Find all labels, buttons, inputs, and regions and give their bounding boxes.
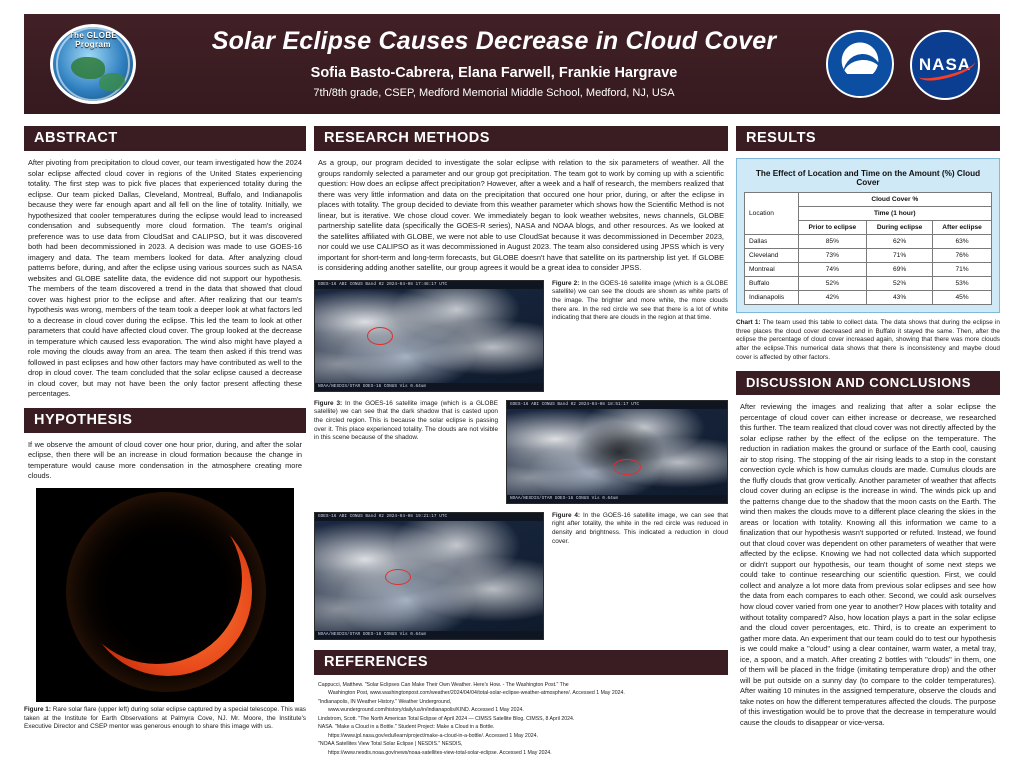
table-row: [745, 277, 992, 291]
reference-item: Lindstrom, Scott. "The North American Total Eclipse of April 2024 — CIMSS Satellite Blog. CIMSS, 8 April 2024.: [318, 715, 575, 722]
table-cell: 53%: [933, 277, 992, 291]
abstract-text: [24, 158, 306, 400]
section-header-research-methods: RESEARCH METHODS: [314, 126, 728, 151]
reference-item: NASA. "Make a Cloud in a Bottle." Student Project: Make a Cloud in a Bottle.: [318, 724, 495, 731]
reference-item: www.wunderground.com/history/daily/us/in/indianapolis/KIND. Accessed 1 May 2024.: [328, 707, 524, 714]
figure-2-row: [314, 280, 728, 392]
poster-affiliation: 7th/8th grade, CSEP, Medford Memorial Middle School, Medford, NJ, USA: [313, 86, 675, 99]
results-table-wrapper: [736, 158, 1000, 313]
discussion-text: [736, 402, 1000, 728]
figure-3-region-marker: [613, 459, 641, 475]
abstract-paragraph: After pivoting from precipitation to cloud cover, our team investigated how the 2024 solar eclipse affected cloud cover in regions of the United States experiencing totality. The first step was to pick five places that experienced totality during the eclipse. Our team picked Dallas, Cleveland, Montreal, Buffalo, and Indianapolis because they were far enough apart and all fell on the line of totality. Initially, we hypothesized that cooler temperatures during the eclipse would lead to increased condensation and subsequently more cloud formation. The team's original preference was to use data from CloudSat and CALIPSO, but it was discovered both had been decommissioned in 2023. A decision was made to use GOES-16 imagery and data. The team members looked for data. After analyzing cloud patterns before, during, and after the eclipse using various sources such as NASA websites and GLOBE satellite data, the evidence did not support our hypothesis. The members of the team discovered a trend in the data that showed that cloud cover was highest prior to the eclipse and after. After realizing that our team's hypothesis was wrong, members of the team took a deeper look at what factors led to a decrease in cloud cover during the eclipse. This led the team to look at other parameters that could have affected cloud cover. The group looked at the decrease in temperature which caused less evaporation. The wind also might have played a role moving the clouds away from an area. The team then asked if this trend was followed in past eclipses and how other factors may have contributed as well to the drop in cloud cover. The team concluded that the solar eclipse caused a decrease in cloud cover, but may not have been the only factor present affecting these percentages.: [28, 158, 302, 399]
figure-3-caption: [314, 400, 498, 443]
chart-1-label: Chart 1:: [736, 319, 761, 326]
reference-item: Cappucci, Matthew. "Solar Eclipses Can Make Their Own Weather. Here's How. - The Washington Post." The: [318, 681, 569, 688]
table-cell: 45%: [933, 291, 992, 305]
table-cell: 42%: [798, 291, 867, 305]
results-table-col-header: During eclipse: [867, 221, 933, 235]
table-cell: 62%: [867, 235, 933, 249]
reference-item: https://www.nesdis.noaa.gov/news/noaa-satellites-view-total-solar-eclipse. Accessed 1 May 2024.: [328, 749, 552, 756]
figure-4-label: Figure 4:: [552, 511, 581, 519]
chart-1-caption-text: The team used this table to collect data. The data shows that during the eclipse in three places the cloud cover decreased and in Buffalo it stayed the same. Then, after the eclipse the percentage of cloud cover increased again, showing that there was more clouds after the eclipse.This numerical data shows that there is inconsistency and maybe cloud cover is affected by other factors.: [736, 319, 1000, 361]
section-header-abstract: ABSTRACT: [24, 126, 306, 151]
figure-2-region-marker: [367, 327, 393, 345]
figure-2-label: Figure 2:: [552, 279, 580, 287]
table-cell: 85%: [798, 235, 867, 249]
table-cell: 71%: [933, 263, 992, 277]
table-cell: 74%: [798, 263, 867, 277]
figure-4-row: [314, 512, 728, 640]
left-column: [24, 126, 306, 732]
poster-authors: Sofia Basto-Cabrera, Elana Farwell, Frankie Hargrave: [310, 64, 678, 81]
results-table: [744, 166, 992, 305]
results-table-col-header: Prior to eclipse: [798, 221, 867, 235]
table-cell: 52%: [867, 277, 933, 291]
hypothesis-text: [24, 440, 306, 482]
nasa-logo-text: NASA: [918, 55, 972, 74]
table-row-location: Buffalo: [745, 277, 799, 291]
figure-2-caption: [552, 280, 728, 323]
table-row: [745, 263, 992, 277]
globe-logo-text: The GLOBE Program: [68, 31, 118, 49]
figure-3-bottom-strip: NOAA/NESDIS/STAR GOES-16 CONUS Vis 0.64um: [507, 495, 727, 503]
results-table-col-header: After eclipse: [933, 221, 992, 235]
figure-4-top-strip: GOES-16 ABI CONUS Band 02 2024-04-08 19:21:17 UTC: [315, 513, 543, 521]
results-table-title: The Effect of Location and Time on the Amount (%) Cloud Cover: [755, 169, 981, 187]
table-row-location: Indianapolis: [745, 291, 799, 305]
references-list: [314, 682, 728, 758]
results-table-location-header: Location: [745, 193, 799, 235]
figure-2-caption-text: In the GOES-16 satellite image (which is a GLOBE satellite) we can see the clouds are shown as white parts of the image. The brighter and more white, the more clouds there are. In the red circle we see that there is a lot of white indicating that there are clouds in the region at that time.: [552, 279, 728, 322]
figure-3-label: Figure 3:: [314, 399, 343, 407]
chart-1-caption: [736, 319, 1000, 362]
table-row: [745, 291, 992, 305]
table-cell: 69%: [867, 263, 933, 277]
section-header-results: RESULTS: [736, 126, 1000, 151]
poster-header: [24, 14, 1000, 114]
figure-3-row: [314, 400, 728, 504]
section-header-hypothesis: HYPOTHESIS: [24, 408, 306, 433]
figure-3-top-strip: GOES-16 ABI CONUS Band 02 2024-04-08 18:51:17 UTC: [507, 401, 727, 409]
figure-2-image: [314, 280, 544, 392]
section-header-discussion: DISCUSSION AND CONCLUSIONS: [736, 371, 1000, 395]
figure-3-image: [506, 400, 728, 504]
nasa-logo-icon: [910, 30, 980, 100]
table-row-location: Cleveland: [745, 249, 799, 263]
globe-program-logo-icon: [50, 24, 136, 104]
figure-1-caption: [24, 706, 306, 732]
header-text-block: [144, 28, 844, 99]
figure-1-image: [36, 488, 294, 702]
table-cell: 73%: [798, 249, 867, 263]
table-row-location: Montreal: [745, 263, 799, 277]
reference-item: https://www.jpl.nasa.gov/edu/learn/project/make-a-cloud-in-a-bottle/. Accessed 1 May 2024.: [328, 732, 538, 739]
reference-item: Washington Post, www.washingtonpost.com/weather/2024/04/04/total-solar-eclipse-weather-atmosphere/. Accessed 1 May 2024.: [328, 690, 625, 697]
figure-2-bottom-strip: NOAA/NESDIS/STAR GOES-16 CONUS Vis 0.64um: [315, 383, 543, 391]
section-header-references: REFERENCES: [314, 650, 728, 675]
results-table-timegroup-header: Time (1 hour): [798, 207, 991, 221]
noaa-logo-icon: [826, 30, 894, 98]
figure-3-caption-text: In the GOES-16 satellite image (which is a GLOBE satellite) we can see that the dark shadow that is casted upon the circled region. This is because the solar eclipse is passing over it. This place experienced totality. The clouds are not visible in this scene because of the shadow.: [314, 399, 498, 442]
table-row: [745, 235, 992, 249]
research-methods-paragraph: As a group, our program decided to investigate the solar eclipse with relation to the six parameters of weather. All the groups randomly selected a parameter and our group got precipitation. The team got to work by coming up with a scientific question: How does an eclipse affect precipitation? However, after a week and a half of research, the members realized that there was very little information and data on the precipitation that occured one hour prior, during, or after the eclipse in places with totality. The group decided to deviate from this weather parameter which shows how the Scientific Method is not linear, but is iterative. We chose cloud cover. We immediately began to look weather websites, news channels, GLOBE partnership satellite data (specifically the GOES-R series), NASA and NOAA blogs, and other resources. As we looked at the satellites affiliated with GLOBE, we were not able to use CloudSat because it was decommissioned in December 2023, nor could we use CALIPSO as it was decommissioned in August 2023. The team also considered using JPSS which is very important for short-term and long-term forecasts, but GLOBE doesn't have that satellite on its partnership list yet. If GLOBE is considering adding another satellite, our group agrees it would be a great idea to consider JPSS.: [318, 158, 724, 273]
figure-4-bottom-strip: NOAA/NESDIS/STAR GOES-16 CONUS Vis 0.64um: [315, 631, 543, 639]
figure-4-image: [314, 512, 544, 640]
table-row-location: Dallas: [745, 235, 799, 249]
table-cell: 63%: [933, 235, 992, 249]
right-column: [736, 126, 1000, 734]
results-table-supercol-header: Cloud Cover %: [798, 193, 991, 207]
table-row: [745, 249, 992, 263]
research-methods-text: [314, 158, 728, 274]
figure-2-top-strip: GOES-16 ABI CONUS Band 02 2024-04-08 17:46:17 UTC: [315, 281, 543, 289]
figure-1-label: Figure 1:: [24, 705, 51, 713]
figure-4-region-marker: [385, 569, 411, 585]
figure-4-caption-text: In the GOES-16 satellite image, we can see that right after totality, the white in the red circle was reduced in density and brightness. This indicated a reduction in cloud cover.: [552, 511, 728, 545]
figure-1-caption-text: Rare solar flare (upper left) during solar eclipse captured by a special telescope. This was taken at the Institute for Earth Observations at Palmyra Cove, NJ. Mr. Moore, the Institute's Executive Director and CSEP mentor was generous enough to share this image with us.: [24, 705, 306, 731]
page-title: Solar Eclipse Causes Decrease in Cloud Cover: [211, 27, 777, 55]
table-cell: 71%: [867, 249, 933, 263]
middle-column: [314, 126, 728, 758]
figure-4-caption: [552, 512, 728, 547]
discussion-paragraph: After reviewing the images and realizing that after a solar eclipse the percentage of cloud cover can either increase or decrease, we researched this further. The team realized that cloud cover was not directly affected by the solar eclipse rather by the effect of the eclipse on the temperature. The reduction in radiation makes the ground or surface of the Earth cool, causing air to stop rising. The stopping of the air rising leads to a stop in the constant convection cycle which is how cumulus clouds are made. Cumulus clouds are the fluffy clouds that grow vertically. Another parameter of weather that affects cloud cover during an eclipse is the increase in wind. The winds pick up and the patterns change due to the shadow that the moon casts on the Earth. The wind then makes the clouds move to a different place clearing the skies in the areas or location with totality. Knowing all this information we came to a finalization that our hypothesis wasn't supported or refuted. Instead, we found out that cloud cover was dependent on other parameters of weather that were affected by the eclipse. Knowing we had not collected data which supported or didn't support our hypothesis, our team thought of some next steps we could take to continue researching our scientific question. First, we could collect and analyze a lot more data from previous solar eclipses and see how the data from each compares to each other. Second, we could ask ourselves how cloud cover varied from one year to another? How places with totality and without totality compared? Also, how location plays a part in the solar eclipse and the cloud cover percentages, etc. Third, is to create an experiment to gather more data. An experiment that our team could do to test our hypothesis is we could make a "cloud" using a clear container, warm water, a metal tray, ice, a spoon, and a match. After creating 2 bottles with "clouds" in them, one of them will be placed in the fridge (imitating temperature drop) and the other will be put outside on a sunny day (to compare to the colder temperatures). After waiting 10 minutes in the assigned temperature, observe the clouds and take notes on how the different temperatures affected the clouds. The purpose of this investigation would be to prove that the decrease in temperature would cause the clouds to disappear or vice-versa.: [740, 402, 996, 727]
reference-item: "Indianapolis, IN Weather History." Weather Underground,: [318, 698, 452, 705]
table-cell: 43%: [867, 291, 933, 305]
table-cell: 76%: [933, 249, 992, 263]
hypothesis-paragraph: If we observe the amount of cloud cover one hour prior, during, and after the solar eclipse, then there will be an increase in cloud formation because the change in temperature would cause more condensation in the atmosphere creating more clouds.: [28, 439, 302, 481]
table-cell: 52%: [798, 277, 867, 291]
reference-item: "NOAA Satellites View Total Solar Eclipse | NESDIS." NESDIS,: [318, 741, 463, 748]
